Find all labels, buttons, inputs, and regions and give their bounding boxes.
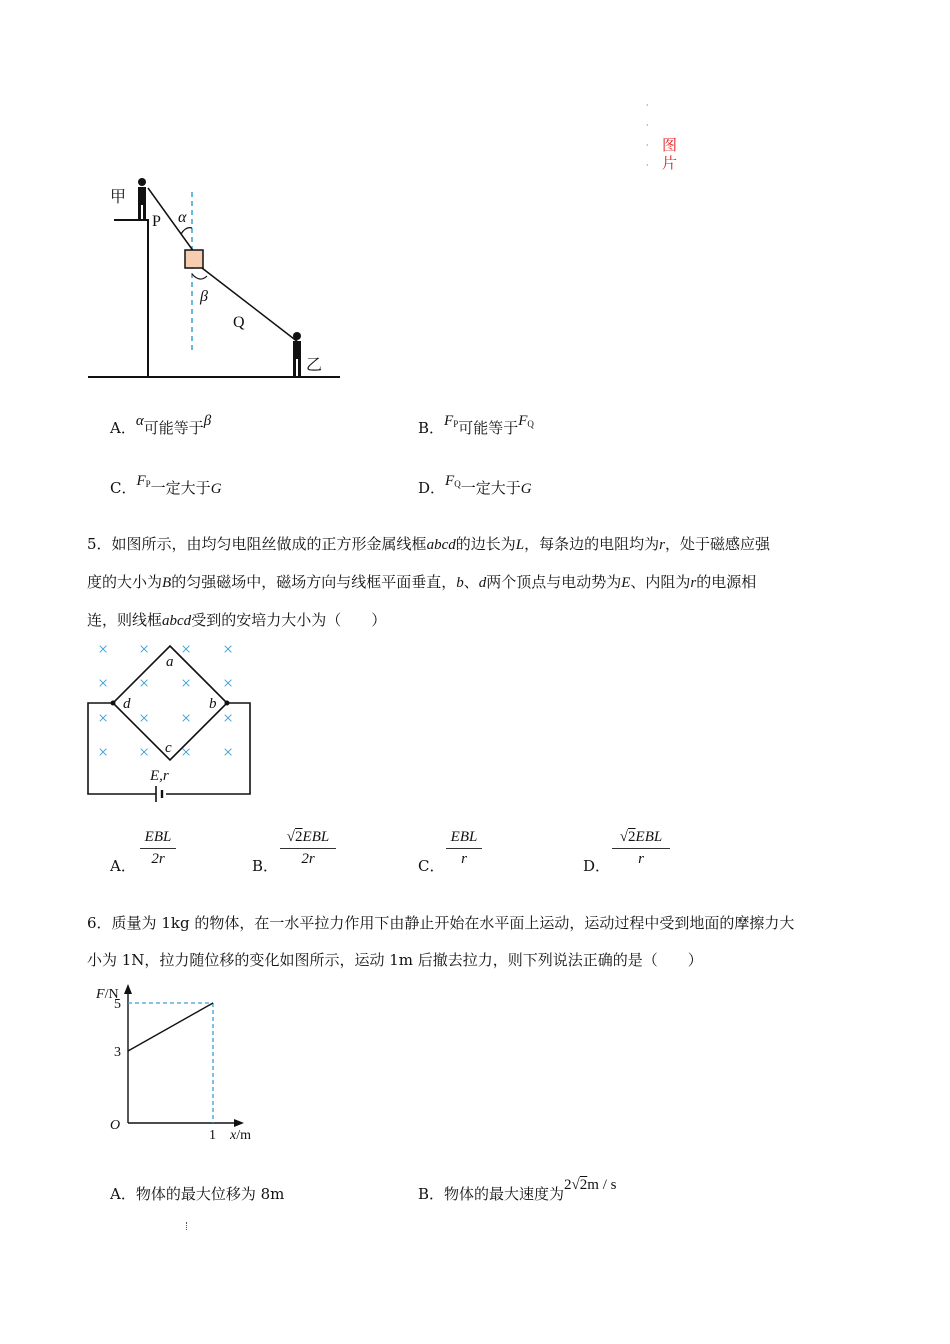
label-yi: 乙	[306, 357, 323, 374]
q5-option-b-fraction: √2EBL 2r	[280, 829, 336, 868]
x-tick-1: 1	[209, 1128, 216, 1143]
q5-option-c-fraction: EBL r	[446, 829, 482, 868]
q5-text	[87, 526, 877, 640]
q4-option-a: A．α可能等于β	[110, 413, 212, 437]
q5-line-2: 度的大小为B的匀强磁场中，磁场方向与线框平面垂直，b、d两个顶点与电动势为E、内阻为r的电源相	[87, 573, 757, 591]
svg-text:×: ×	[181, 673, 192, 693]
x-axis-arrow	[234, 1119, 244, 1127]
label-b: b	[209, 696, 217, 712]
q4-option-b: B．$F_P$可能等于$F_Q$	[418, 413, 534, 437]
q4-option-c: C．$F_P$一定大于G	[110, 473, 222, 497]
svg-text:×: ×	[223, 708, 234, 728]
label-a: a	[166, 654, 174, 670]
wire-circuit-right	[166, 703, 250, 794]
origin-label: O	[110, 1118, 121, 1133]
person-yi	[293, 332, 301, 377]
placeholder-dots: · · · ·	[646, 101, 649, 170]
svg-text:×: ×	[98, 742, 109, 762]
option-label: A．	[110, 419, 136, 437]
svg-text:×: ×	[181, 742, 192, 762]
person-jia	[138, 178, 146, 220]
q6-option-a: A．物体的最大位移为 8m	[110, 1185, 285, 1203]
block	[185, 250, 203, 268]
q4-figure	[80, 170, 350, 385]
q5-option-a: A．	[110, 857, 136, 875]
q5-line-3: 连，则线框abcd受到的安培力大小为（ ）	[87, 611, 387, 629]
q4-option-d: D．$F_Q$一定大于G	[418, 473, 532, 497]
svg-text:×: ×	[181, 639, 192, 659]
y-tick-5: 5	[114, 997, 121, 1012]
q5-line-1: 5．如图所示，由均匀电阻丝做成的正方形金属线框abcd的边长为L，每条边的电阻均为r，处于磁感应强	[87, 535, 770, 553]
y-tick-3: 3	[114, 1045, 121, 1060]
q5-option-c: C．	[418, 857, 445, 875]
q5-figure	[82, 636, 262, 810]
label-source: E,r	[150, 768, 169, 784]
q6-option-b: B．物体的最大速度为2√2m / s	[418, 1177, 617, 1203]
label-q: Q	[233, 314, 245, 331]
q5-option-d: D．	[583, 857, 611, 875]
svg-text:×: ×	[98, 673, 109, 693]
svg-text:×: ×	[139, 673, 150, 693]
image-placeholder	[646, 96, 686, 176]
label-beta: β	[200, 288, 208, 305]
svg-text:×: ×	[139, 708, 150, 728]
x-axis-label: x/m	[230, 1128, 251, 1143]
svg-text:×: ×	[139, 639, 150, 659]
q5-option-a-fraction: EBL 2r	[140, 829, 176, 868]
svg-text:×: ×	[223, 673, 234, 693]
q5-option-d-fraction: √2EBL r	[612, 829, 670, 868]
q6-chart	[96, 980, 270, 1145]
series-line	[128, 1003, 213, 1051]
label-jia: 甲	[110, 189, 127, 206]
label-p: P	[152, 213, 161, 230]
svg-text:×: ×	[139, 742, 150, 762]
q6-line-2: 小为 1N，拉力随位移的变化如图所示，运动 1m 后撤去拉力，则下列说法正确的是（ ）	[87, 951, 703, 969]
y-axis-arrow	[124, 984, 132, 994]
placeholder-text-1: 图	[662, 136, 678, 154]
placeholder-text-2: 片	[662, 154, 678, 172]
beta-arc	[192, 274, 207, 279]
rope-q	[202, 268, 298, 342]
label-c: c	[165, 740, 172, 756]
svg-text:×: ×	[223, 742, 234, 762]
page-mark	[186, 1222, 189, 1230]
q6-text	[87, 905, 877, 979]
q5-option-b: B．	[252, 857, 279, 875]
alpha-arc	[181, 228, 192, 234]
label-alpha: α	[178, 209, 187, 226]
svg-text:×: ×	[223, 639, 234, 659]
label-d: d	[123, 696, 131, 712]
q6-line-1: 6．质量为 1kg 的物体，在一水平拉力作用下由静止开始在水平面上运动，运动过程中受到地面的摩擦力大	[87, 914, 795, 932]
platform	[114, 220, 148, 377]
svg-text:×: ×	[98, 639, 109, 659]
svg-text:×: ×	[181, 708, 192, 728]
y-axis-label: F/N	[96, 987, 119, 1002]
svg-text:×: ×	[98, 708, 109, 728]
max-speed-value: 2√2m / s	[564, 1177, 617, 1193]
